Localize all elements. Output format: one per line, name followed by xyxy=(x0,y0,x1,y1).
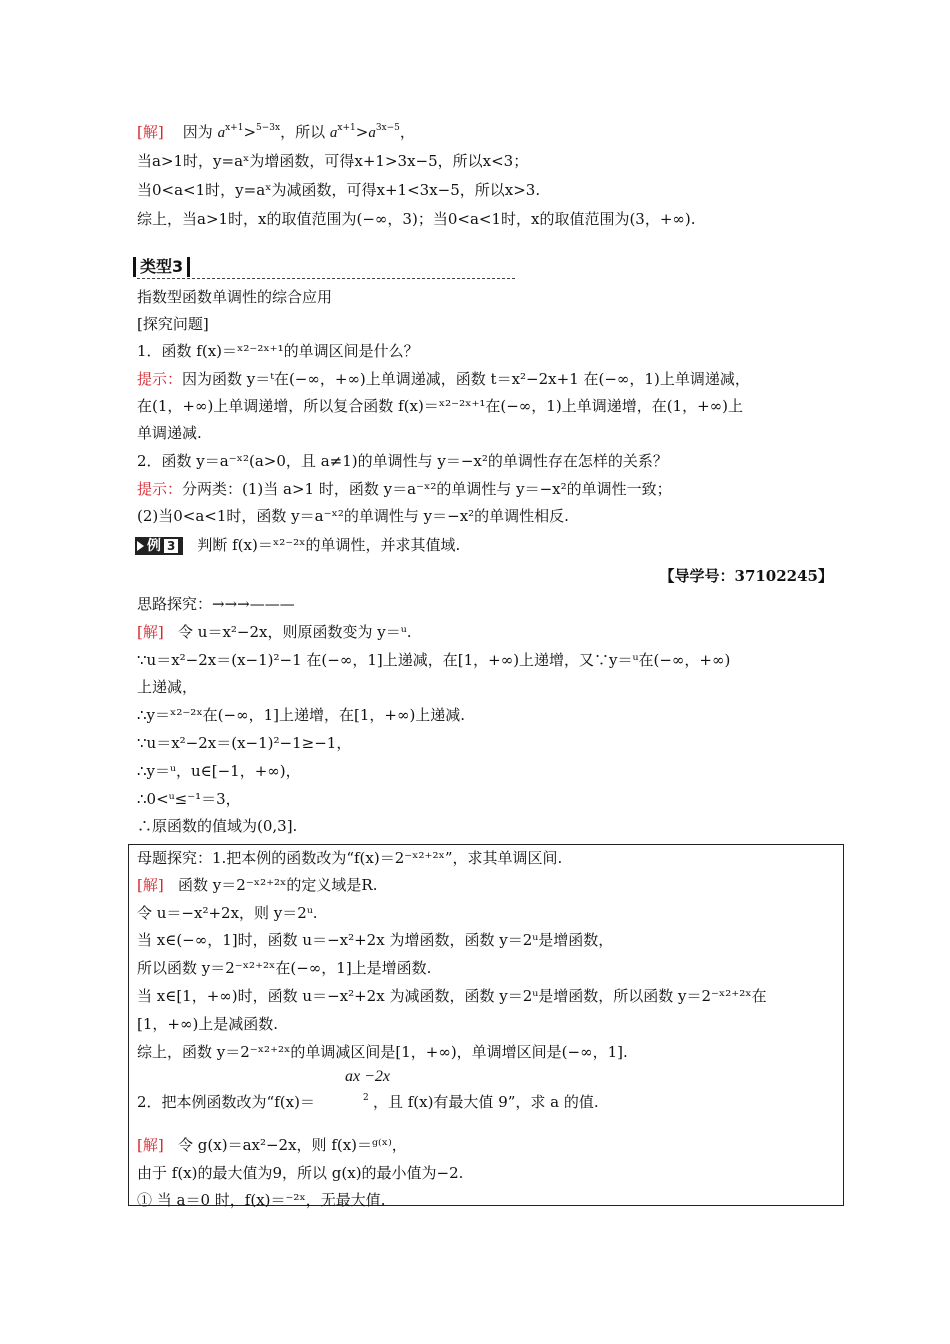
hint-label: 提示： xyxy=(137,370,183,388)
solution-label: [解] xyxy=(137,623,164,641)
example-3-question: 判断 f(x)＝ˣ²⁻²ˣ的单调性，并求其值域. xyxy=(197,536,461,554)
hint-label: 提示： xyxy=(137,480,183,498)
solution-line-3: 当0<a<1时，y=aˣ为减函数，可得x+1<3x−5，所以x>3. xyxy=(137,181,541,199)
example-3-line xyxy=(135,535,460,555)
box-line-9: 2．把本例函数改为“f(x)＝ ，且 f(x)有最大值 9”，求 a 的值. xyxy=(137,1093,599,1111)
hint-1-line-1 xyxy=(137,369,750,389)
box-line-5: 所以函数 y＝2⁻ˣ²⁺²ˣ在(−∞，1]上是增函数. xyxy=(137,959,432,977)
hint-2-line-1 xyxy=(137,479,672,499)
explore-heading: [探究问题] xyxy=(137,315,209,333)
solution-line-1: [解] 因为 $a^{x+1}>^{5-3x}$，所以 $a^{x+1}>a^{3x-5}$， xyxy=(137,123,415,141)
box-line-12: ① 当 a＝0 时，f(x)＝⁻²ˣ，无最大值. xyxy=(137,1191,386,1209)
example-solution-3: 上递减， xyxy=(137,678,198,696)
solution-label: [解] xyxy=(137,1136,164,1154)
box-line-3: 令 u＝−x²+2x，则 y＝2ᵘ. xyxy=(137,904,318,922)
box-line-8: 综上，函数 y＝2⁻ˣ²⁺²ˣ的单调减区间是[1，+∞)，单调增区间是(−∞，1]. xyxy=(137,1043,628,1061)
thinking-explore: 思路探究：→→→——— xyxy=(137,595,295,613)
example-solution-1: [解] 令 u＝x²−2x，则原函数变为 y＝ᵘ. xyxy=(137,623,412,641)
hint-1-line-3: 单调递减. xyxy=(137,424,202,442)
box-line-11: 由于 f(x)的最大值为9，所以 g(x)的最小值为−2. xyxy=(137,1164,464,1182)
example-solution-5: ∵u＝x²−2x＝(x−1)²−1≥−1， xyxy=(137,734,352,752)
question-2: 2．函数 y＝a⁻ˣ²(a>0，且 a≠1)的单调性与 y＝−x²的单调性存在怎样的关系？ xyxy=(137,452,668,470)
fraction-numerator: ax −2x xyxy=(345,1068,390,1085)
fraction-denominator: 2 xyxy=(363,1093,369,1103)
type3-subtitle: 指数型函数单调性的综合应用 xyxy=(137,288,333,306)
dashed-divider xyxy=(137,278,515,279)
solution-label: [解] xyxy=(137,876,164,894)
solution-line-4: 综上，当a>1时，x的取值范围为(−∞，3)；当0<a<1时，x的取值范围为(3，+∞). xyxy=(137,210,696,228)
hint-2-line-2: (2)当0<a<1时，函数 y＝a⁻ˣ²的单调性与 y＝−x²的单调性相反. xyxy=(137,507,569,525)
solution-line-2: 当a>1时，y=aˣ为增函数，可得x+1>3x−5，所以x<3； xyxy=(137,152,529,170)
box-line-4: 当 x∈(−∞，1]时，函数 u＝−x²+2x 为增函数，函数 y＝2ᵘ是增函数， xyxy=(137,931,614,949)
guide-number: 【导学号：37102245】 xyxy=(659,567,833,585)
hint-1-text: 因为函数 y＝ᵗ在(−∞，+∞)上单调递减，函数 t＝x²−2x+1 在(−∞，1)上单调递减， xyxy=(182,370,750,388)
hint-1-line-2: 在(1，+∞)上单调递增，所以复合函数 f(x)＝ˣ²⁻²ˣ⁺¹在(−∞，1)上单调递增，在(1，+∞)上 xyxy=(137,397,744,415)
box-line-10: [解] 令 g(x)＝ax²−2x，则 f(x)＝ᵍ⁽ˣ⁾， xyxy=(137,1136,407,1154)
example-solution-7: ∴0<ᵘ≤⁻¹＝3， xyxy=(137,790,241,808)
question-1: 1．函数 f(x)＝ˣ²⁻²ˣ⁺¹的单调区间是什么？ xyxy=(137,342,419,360)
hint-2-text: 分两类：(1)当 a>1 时，函数 y＝a⁻ˣ²的单调性与 y＝−x²的单调性一致； xyxy=(182,480,672,498)
box-line-7: [1，+∞)上是减函数. xyxy=(137,1015,279,1033)
box-line-6: 当 x∈[1，+∞)时，函数 u＝−x²+2x 为减函数，函数 y＝2ᵘ是增函数，所以函数 y＝2⁻ˣ²⁺²ˣ在 xyxy=(137,987,767,1005)
type3-heading: 类型3 xyxy=(133,257,190,277)
example-solution-6: ∴y＝ᵘ，u∈[−1，+∞)， xyxy=(137,762,301,780)
solution-label: [解] xyxy=(137,123,164,141)
example-solution-4: ∴y＝ˣ²⁻²ˣ在(−∞，1]上递增，在[1，+∞)上递减. xyxy=(137,706,466,724)
example-solution-2: ∵u＝x²−2x＝(x−1)²−1 在(−∞，1]上递减，在[1，+∞)上递增，又∵y＝ᵘ在(−∞，+∞) xyxy=(137,651,731,669)
example-solution-8: ∴原函数的值域为(0,3]. xyxy=(137,817,298,835)
example-badge: 例 3 xyxy=(135,537,183,555)
box-line-2: [解] 函数 y＝2⁻ˣ²⁺²ˣ的定义域是R. xyxy=(137,876,378,894)
solution-text: 因为 xyxy=(182,123,213,141)
box-line-1: 母题探究：1.把本例的函数改为“f(x)＝2⁻ˣ²⁺²ˣ”，求其单调区间. xyxy=(137,849,563,867)
solution-text-mid: ，所以 xyxy=(280,123,326,141)
